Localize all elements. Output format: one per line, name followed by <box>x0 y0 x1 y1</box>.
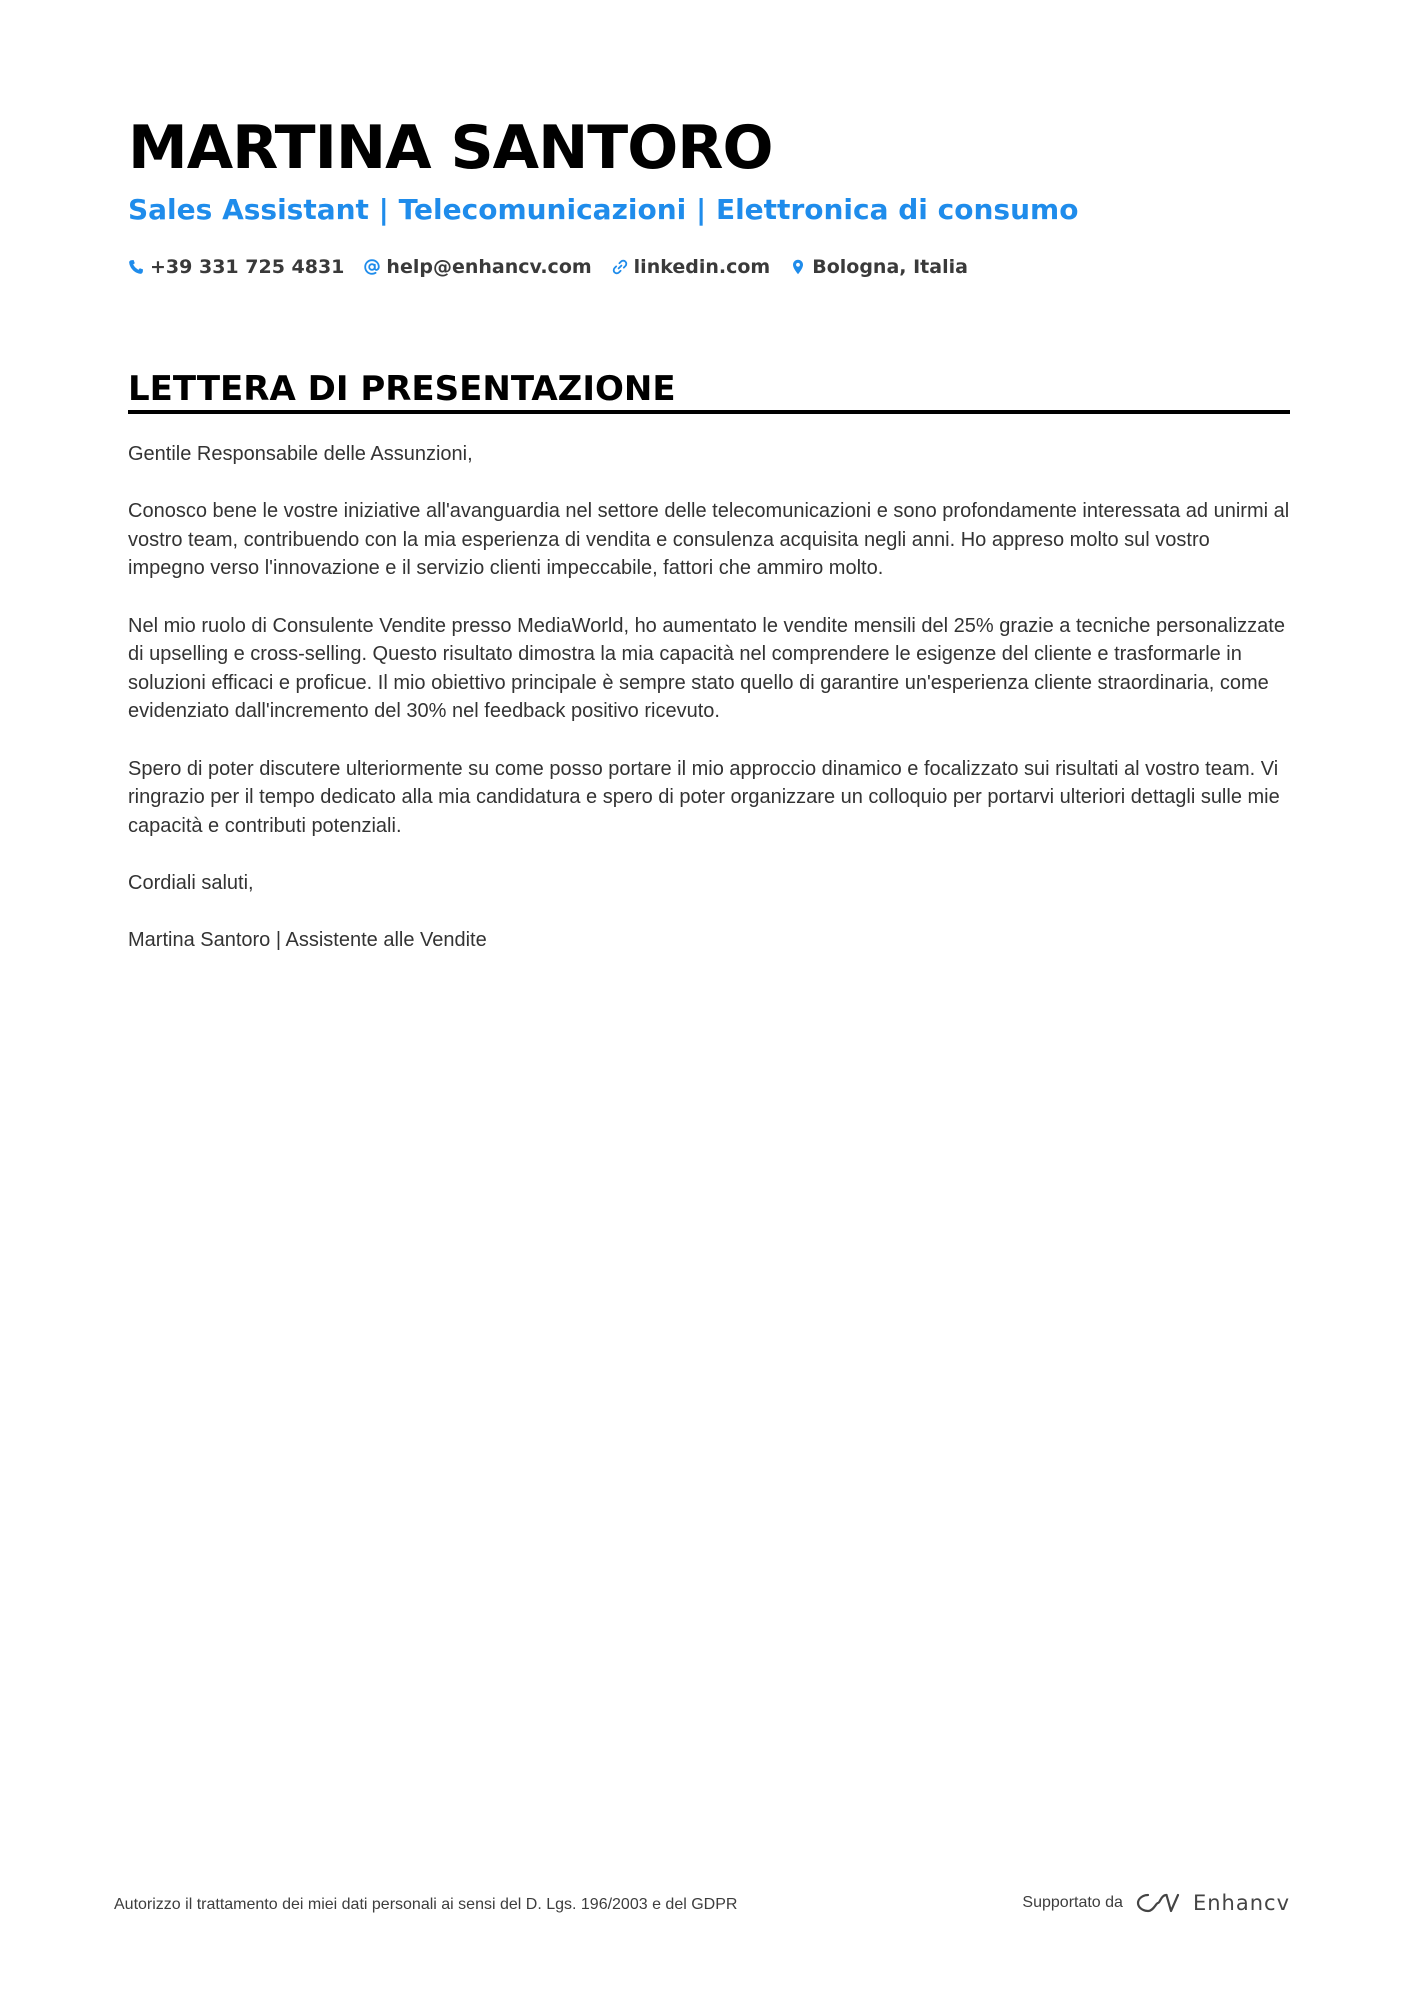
contact-website-text: linkedin.com <box>633 256 771 278</box>
section-title: LETTERA DI PRESENTAZIONE <box>128 369 676 409</box>
supported-by-label: Supportato da <box>1022 1894 1123 1911</box>
at-icon <box>364 259 380 275</box>
location-pin-icon <box>790 259 806 275</box>
contact-email[interactable] <box>364 256 591 278</box>
letter-closing: Cordiali saluti, <box>128 871 254 894</box>
letter-greeting: Gentile Responsabile delle Assunzioni, <box>128 443 473 465</box>
contact-location-text: Bologna, Italia <box>812 256 968 278</box>
letter-signature: Martina Santoro | Assistente alle Vendite <box>128 929 487 952</box>
enhancv-logo-icon <box>1135 1890 1181 1916</box>
link-icon <box>612 259 628 275</box>
contact-website[interactable] <box>612 256 771 278</box>
contact-phone[interactable] <box>128 256 344 278</box>
privacy-consent: Autorizzo il trattamento dei miei dati personali ai sensi del D. Lgs. 196/2003 e del GDPR <box>114 1896 738 1913</box>
letter-paragraph: Spero di poter discutere ulteriormente su come posso portare il mio approccio dinamico e focalizzato sui risultati al vostro team. Vi ringrazio per il tempo dedicato alla mia candidatura e spero di poter organizzare un colloquio per portarvi ulteriori dettagli sulle mie capacità e contributi potenziali. <box>128 757 1280 837</box>
section-divider <box>128 410 1290 414</box>
letter-paragraph: Conosco bene le vostre iniziative all'avanguardia nel settore delle telecomunicazioni e sono profondamente interessata ad unirmi al vostro team, contribuendo con la mia esperienza di vendita e consulenza acquisita negli anni. Ho appreso molto sul vostro impegno verso l'innovazione e il servizio clienti impeccabile, fattori che ammiro molto. <box>128 500 1290 580</box>
brand-name: Enhancv <box>1192 1891 1290 1915</box>
contact-phone-text: +39 331 725 4831 <box>150 256 345 278</box>
contact-location <box>790 256 968 278</box>
candidate-title: Sales Assistant | Telecomunicazioni | Elettronica di consumo <box>128 193 1079 226</box>
contact-email-text: help@enhancv.com <box>386 256 592 278</box>
phone-icon <box>128 259 144 275</box>
powered-by[interactable] <box>1022 1886 1290 1920</box>
letter-paragraph: Nel mio ruolo di Consulente Vendite presso MediaWorld, ho aumentato le vendite mensili del 25% grazie a tecniche personalizzate di upselling e cross-selling. Questo risultato dimostra la mia capacità nel comprendere le esigenze del cliente e trasformarle in soluzioni efficaci e proficue. Il mio obiettivo principale è sempre stato quello di garantire un'esperienza cliente straordinaria, come evidenziato dall'incremento del 30% nel feedback positivo ricevuto. <box>128 614 1285 723</box>
candidate-name: MARTINA SANTORO <box>128 113 773 183</box>
letter-body <box>128 440 1290 983</box>
contact-bar <box>128 252 968 282</box>
